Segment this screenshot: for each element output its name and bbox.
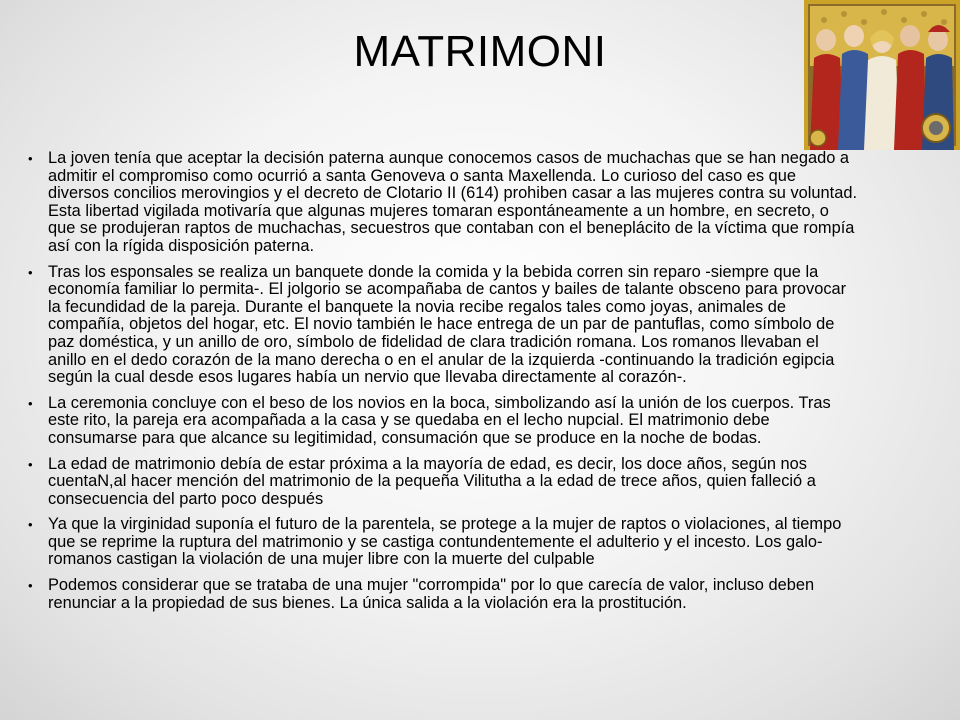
- paragraph-text: Tras los esponsales se realiza un banquete donde la comida y la bebida corren sin reparo -siempre que la economía familiar lo permita-. El jolgorio se acompañaba de cantos y bailes de talante obsceno para provocar la fecundidad de la pareja. Durante el banquete la novia recibe regalos tales como joyas, animales de compañía, objetos del hogar, etc. El novio también le hace entrega de un par de pantuflas, como símbolo de paz doméstica, y un anillo de oro, símbolo de fidelidad de clara tradición romana. Los romanos llevaban el anillo en el dedo corazón de la mano derecha o en el anular de la izquierda -continuando la tradición egipcia según la cual desde esos lugares había un nervio que llevaba directamente al corazón-.: [48, 262, 847, 387]
- bullet-marker: •: [28, 456, 33, 472]
- bullet-marker: •: [28, 151, 33, 166]
- bullet-list: [28, 150, 858, 620]
- bullet-marker: •: [28, 517, 33, 533]
- list-item: [28, 516, 858, 569]
- slide-title: MATRIMONI: [353, 27, 607, 76]
- list-item: [28, 456, 858, 509]
- bullet-marker: •: [28, 578, 33, 594]
- paragraph-text: Ya que la virginidad suponía el futuro de la parentela, se protege a la mujer de raptos o violaciones, al tiempo que se reprime la ruptura del matrimonio y se castiga contundentemente el adulterio y el incesto. Los galo-romanos castigan la violación de una mujer libre con la muerte del culpable: [48, 515, 842, 569]
- paragraph-text: Podemos considerar que se trataba de una mujer "corrompida" por lo que carecía de valor, incluso deben renunciar a la propiedad de sus bienes. La única salida a la violación era la prostitución.: [48, 576, 815, 612]
- bullet-marker: •: [28, 264, 33, 280]
- paragraph-text: La joven tenía que aceptar la decisión paterna aunque conocemos casos de muchachas que se han negado a admitir el compromiso como ocurrió a santa Genoveva o santa Maxellenda. Lo curioso del caso es que diversos concilios merovingios y el decreto de Clotario II (614) prohiben casar a las mujeres contra su voluntad. Esta libertad vigilada motivaría que algunas mujeres tomaran espontáneamente a un hombre, en secreto, o que se produjeran raptos de muchachas, secuestros que contaban con el beneplácito de la víctima que rompía así con la rígida disposición paterna.: [48, 149, 857, 255]
- list-item: [28, 395, 858, 448]
- paragraph-text: La ceremonia concluye con el beso de los novios en la boca, simbolizando así la unión de los cuerpos. Tras este rito, la pareja era acompañada a la casa y se quedaba en el lecho nupcial. El matrimonio debe consumarse para que alcance su legitimidad, consumación que se produce en la noche de bodas.: [48, 393, 831, 447]
- medieval-wedding-illustration: [804, 0, 960, 150]
- paragraph-text: La edad de matrimonio debía de estar próxima a la mayoría de edad, es decir, los doce años, según nos cuentaN,al hacer mención del matrimonio de la pequeña Vilitutha a la edad de trece años, quien falleció a consecuencia del parto poco después: [48, 454, 816, 508]
- list-item: [28, 150, 858, 256]
- list-item: [28, 264, 858, 387]
- list-item: [28, 577, 858, 612]
- bullet-marker: •: [28, 395, 33, 411]
